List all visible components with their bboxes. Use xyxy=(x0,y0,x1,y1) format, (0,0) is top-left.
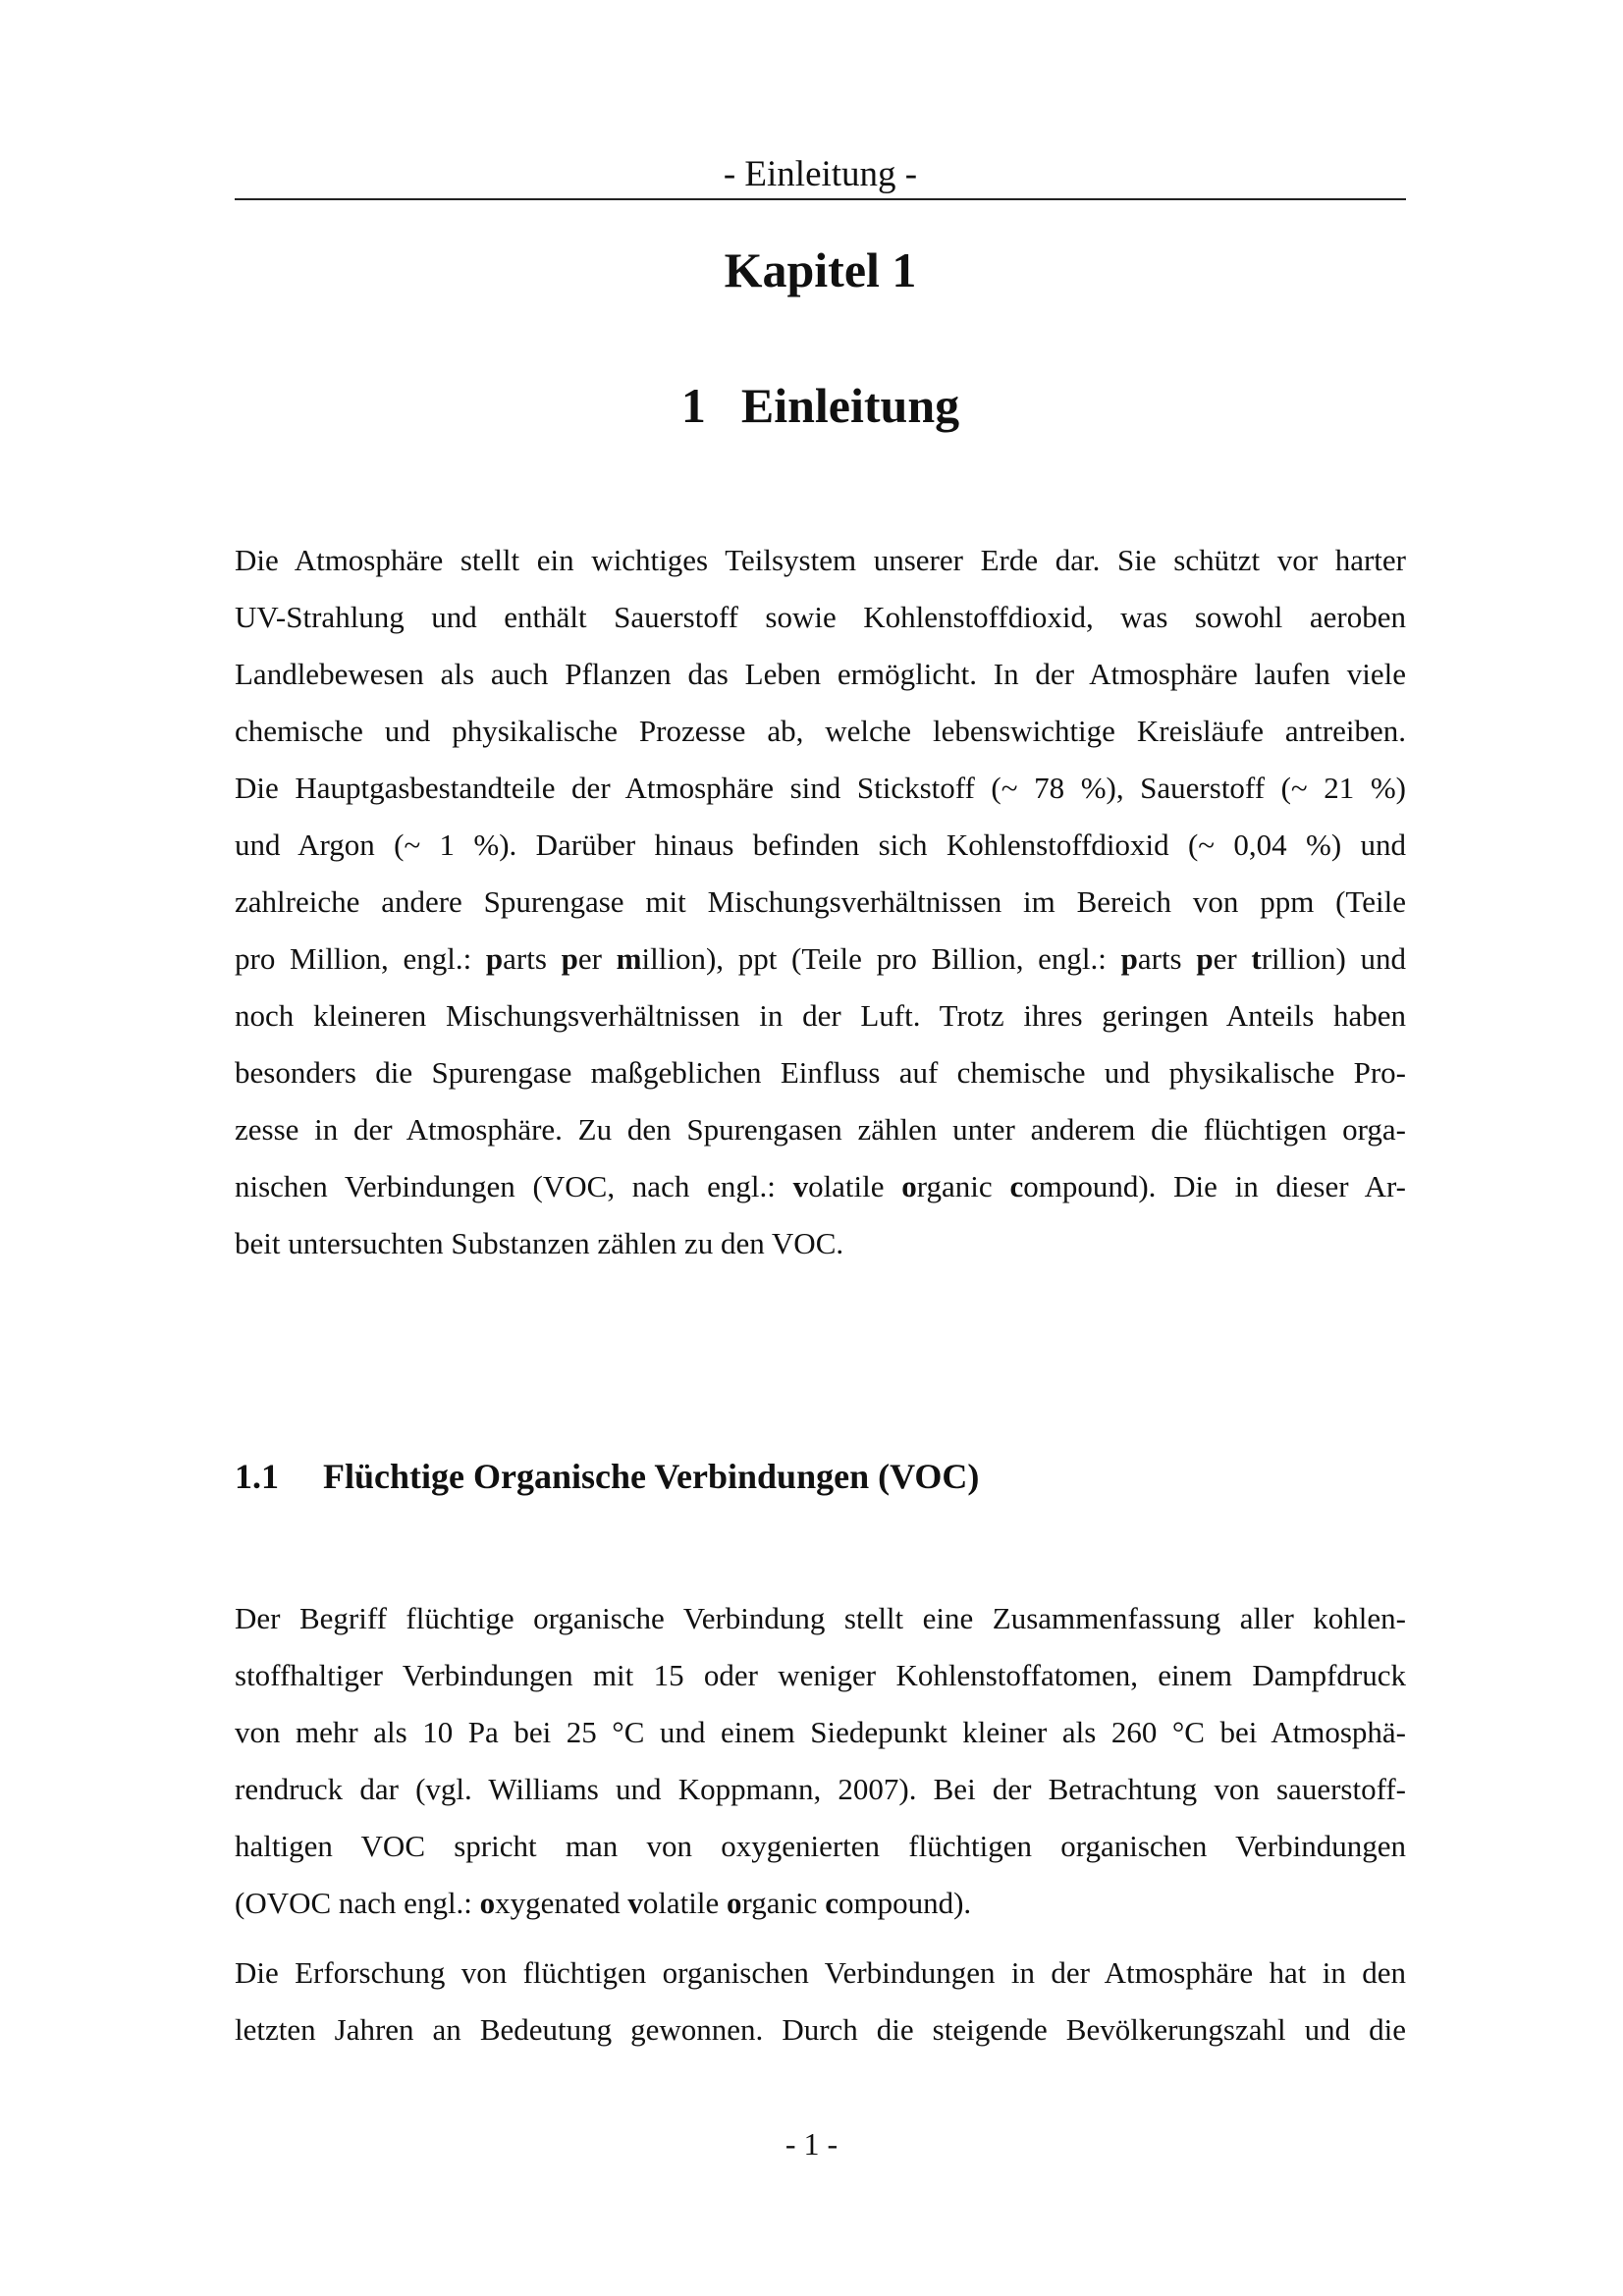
paragraph-line-voc: nischen Verbindungen (VOC, nach engl.: volatile organic compound). Die in dieser Ar- xyxy=(235,1169,1406,1203)
paragraph-line: letzten Jahren an Bedeutung gewonnen. Durch die steigende Bevölkerungszahl und die xyxy=(235,2012,1406,2047)
paragraph-line-ppm-ppt: pro Million, engl.: parts per million), ppt (Teile pro Billion, engl.: parts per trillion) und xyxy=(235,941,1406,976)
paragraph-line: zahlreiche andere Spurengase mit Mischungsverhältnissen im Bereich von ppm (Teile xyxy=(235,884,1406,919)
paragraph-line: rendruck dar (vgl. Williams und Koppmann, 2007). Bei der Betrachtung von sauerstoff- xyxy=(235,1772,1406,1806)
paragraph-line: noch kleineren Mischungsverhältnissen in der Luft. Trotz ihres geringen Anteils haben xyxy=(235,998,1406,1033)
page-number: - 1 - xyxy=(784,2126,839,2162)
paragraph-line: beit untersuchten Substanzen zählen zu den VOC. xyxy=(235,1226,844,1260)
paragraph-line: Die Erforschung von flüchtigen organischen Verbindungen in der Atmosphäre hat in den xyxy=(235,1955,1406,1990)
paragraph-line: Der Begriff flüchtige organische Verbindung stellt eine Zusammenfassung aller kohlen- xyxy=(235,1601,1406,1635)
voc-definition-paragraph xyxy=(235,1590,1406,1932)
paragraph-line: chemische und physikalische Prozesse ab, welche lebenswichtige Kreisläufe antreiben. xyxy=(235,714,1406,748)
paragraph-line: zesse in der Atmosphäre. Zu den Spurengasen zählen unter anderem die flüchtigen orga- xyxy=(235,1112,1406,1147)
paragraph-line: und Argon (~ 1 %). Darüber hinaus befinden sich Kohlenstoffdioxid (~ 0,04 %) und xyxy=(235,828,1406,862)
chapter-heading xyxy=(235,371,1406,440)
research-paragraph xyxy=(235,1945,1406,2058)
paragraph-line: von mehr als 10 Pa bei 25 °C und einem Siedepunkt kleiner als 260 °C bei Atmosphä- xyxy=(235,1715,1406,1749)
paragraph-line: Die Atmosphäre stellt ein wichtiges Teilsystem unserer Erde dar. Sie schützt vor harter xyxy=(235,543,1406,577)
chapter-label: Kapitel 1 xyxy=(724,242,917,297)
paragraph-line: Landlebewesen als auch Pflanzen das Leben ermöglicht. In der Atmosphäre laufen viele xyxy=(235,657,1406,691)
paragraph-line: haltigen VOC spricht man von oxygenierten flüchtigen organischen Verbindungen xyxy=(235,1829,1406,1863)
section-title: Flüchtige Organische Verbindungen (VOC) xyxy=(323,1457,980,1496)
paragraph-line: Die Hauptgasbestandteile der Atmosphäre sind Stickstoff (~ 78 %), Sauerstoff (~ 21 %) xyxy=(235,771,1406,805)
running-header: - Einleitung - xyxy=(235,149,1406,200)
paragraph-line: besonders die Spurengase maßgeblichen Einfluss auf chemische und physikalische Pro- xyxy=(235,1055,1406,1090)
chapter-number: 1 xyxy=(680,378,706,433)
chapter-title: Einleitung xyxy=(740,378,960,433)
paragraph-line-ovoc: (OVOC nach engl.: oxygenated volatile organic compound). xyxy=(235,1886,972,1920)
section-heading xyxy=(235,1451,979,1502)
paragraph-line: stoffhaltiger Verbindungen mit 15 oder weniger Kohlenstoffatomen, einem Dampfdruck xyxy=(235,1658,1406,1692)
intro-paragraph xyxy=(235,532,1406,1272)
paragraph-line: UV-Strahlung und enthält Sauerstoff sowie Kohlenstoffdioxid, was sowohl aeroben xyxy=(235,600,1406,634)
section-number: 1.1 xyxy=(235,1457,279,1496)
